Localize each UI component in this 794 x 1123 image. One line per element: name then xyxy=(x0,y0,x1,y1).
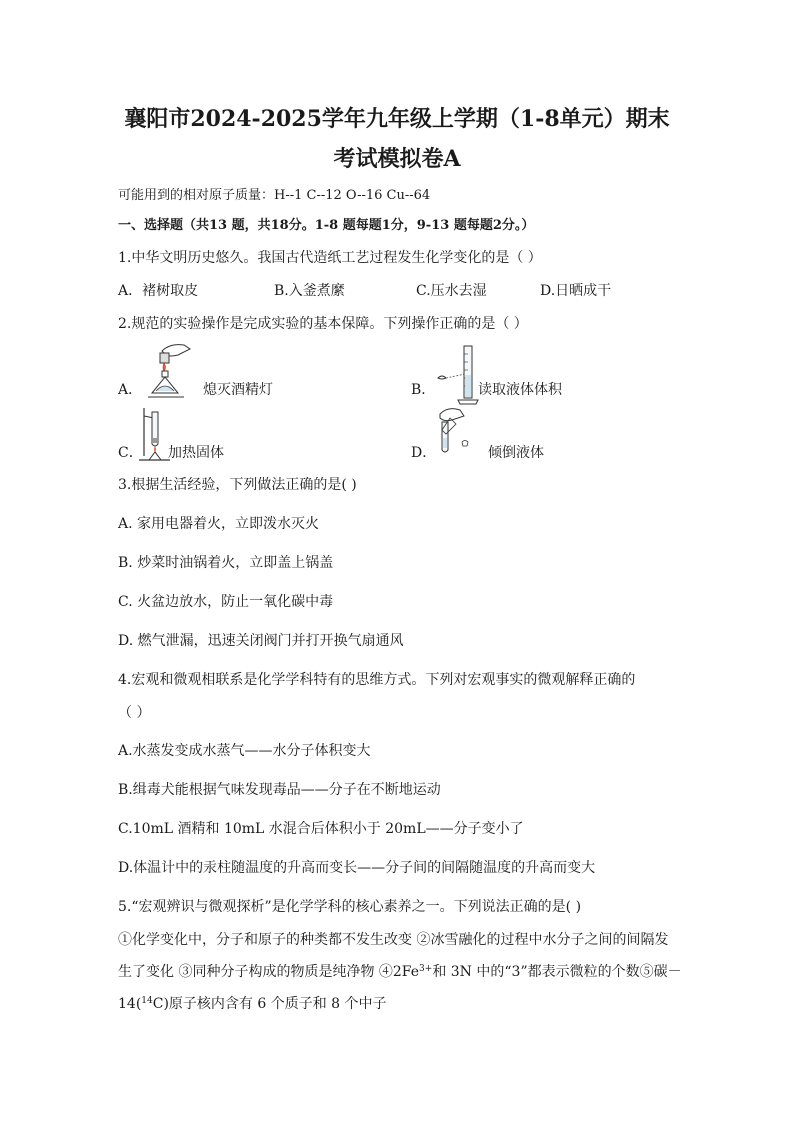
q1-option-a: A．褚树取皮 xyxy=(118,283,199,299)
q2-option-a-letter: A． xyxy=(118,382,143,398)
q2-option-b-letter: B． xyxy=(411,382,436,398)
exam-title-line1: 襄阳市2024-2025学年九年级上学期（1-8单元）期末 xyxy=(124,106,670,132)
q2-option-a-text: 熄灭酒精灯 xyxy=(203,382,273,398)
q4-option-d: D.体温计中的汞柱随温度的升高而变长——分子间的间隔随温度的升高而变大 xyxy=(118,860,596,876)
q3-option-b: B. 炒菜时油锅着火，立即盖上锅盖 xyxy=(118,555,334,571)
q4-option-c: C.10mL 酒精和 10mL 水混合后体积小于 20mL——分子变小了 xyxy=(118,821,524,837)
q1-option-c: C.压水去湿 xyxy=(416,283,487,299)
q3-option-d: D. 燃气泄漏，迅速关闭阀门并打开换气扇通风 xyxy=(118,633,404,649)
section1-header: 一、选择题（共13 题，共18分。1-8 题每题1分，9-13 题每题2分。） xyxy=(118,218,535,233)
extinguish-lamp-figure xyxy=(140,341,192,403)
q4-stem-line1: 4.宏观和微观相联系是化学学科特有的思维方式。下列对宏观事实的微观解释正确的 xyxy=(118,672,636,688)
q4-option-b: B.缉毒犬能根据气味发现毒品——分子在不断地运动 xyxy=(118,782,441,798)
q2-option-d-letter: D． xyxy=(411,445,437,461)
pour-liquid-figure xyxy=(434,404,474,462)
q3-option-a: A. 家用电器着火，立即泼水灭火 xyxy=(118,516,320,532)
q3-stem: 3.根据生活经验，下列做法正确的是( ) xyxy=(118,477,357,493)
q1-option-d: D.日晒成干 xyxy=(540,283,612,299)
q2-stem: 2.规范的实验操作是完成实验的基本保障。下列操作正确的是（ ） xyxy=(118,316,528,332)
atomic-masses: 可能用到的相对原子质量：H--1 C--12 O--16 Cu--64 xyxy=(118,188,431,203)
q1-stem: 1.中华文明历史悠久。我国古代造纸工艺过程发生化学变化的是（ ） xyxy=(118,250,542,266)
q1-option-b: B.入釜煮縻 xyxy=(274,283,345,299)
q5-statement-line1: ①化学变化中，分子和原子的种类都不发生改变 ②冰雪融化的过程中水分子之间的间隔发 xyxy=(118,932,669,948)
q2-option-b-text: 读取液体体积 xyxy=(478,382,562,398)
read-volume-figure xyxy=(434,340,480,406)
q4-option-a: A.水蒸发变成水蒸气——水分子体积变大 xyxy=(118,743,371,759)
q3-option-c: C. 火盆边放水，防止一氧化碳中毒 xyxy=(118,594,334,610)
q2-option-c-text: 加热固体 xyxy=(168,445,224,461)
q4-stem-line2: （ ） xyxy=(118,705,151,721)
q2-option-d-text: 倾倒液体 xyxy=(488,445,544,461)
q2-option-c-letter: C． xyxy=(118,445,143,461)
exam-title-line2: 考试模拟卷A xyxy=(333,146,461,172)
q5-statement-line3: 14($^{14}$C)原子核内含有 6 个质子和 8 个中子 xyxy=(118,996,387,1012)
q5-stem: 5.“宏观辨识与微观探析”是化学学科的核心素养之一。下列说法正确的是( ) xyxy=(118,899,582,915)
heat-solid-figure xyxy=(138,404,172,462)
q5-statement-line2: 生了变化 ③同种分子构成的物质是纯净物 $④2Fe^{3+}$和 3N 中的“3”都表示微粒的个数⑤碳－ xyxy=(118,964,682,980)
